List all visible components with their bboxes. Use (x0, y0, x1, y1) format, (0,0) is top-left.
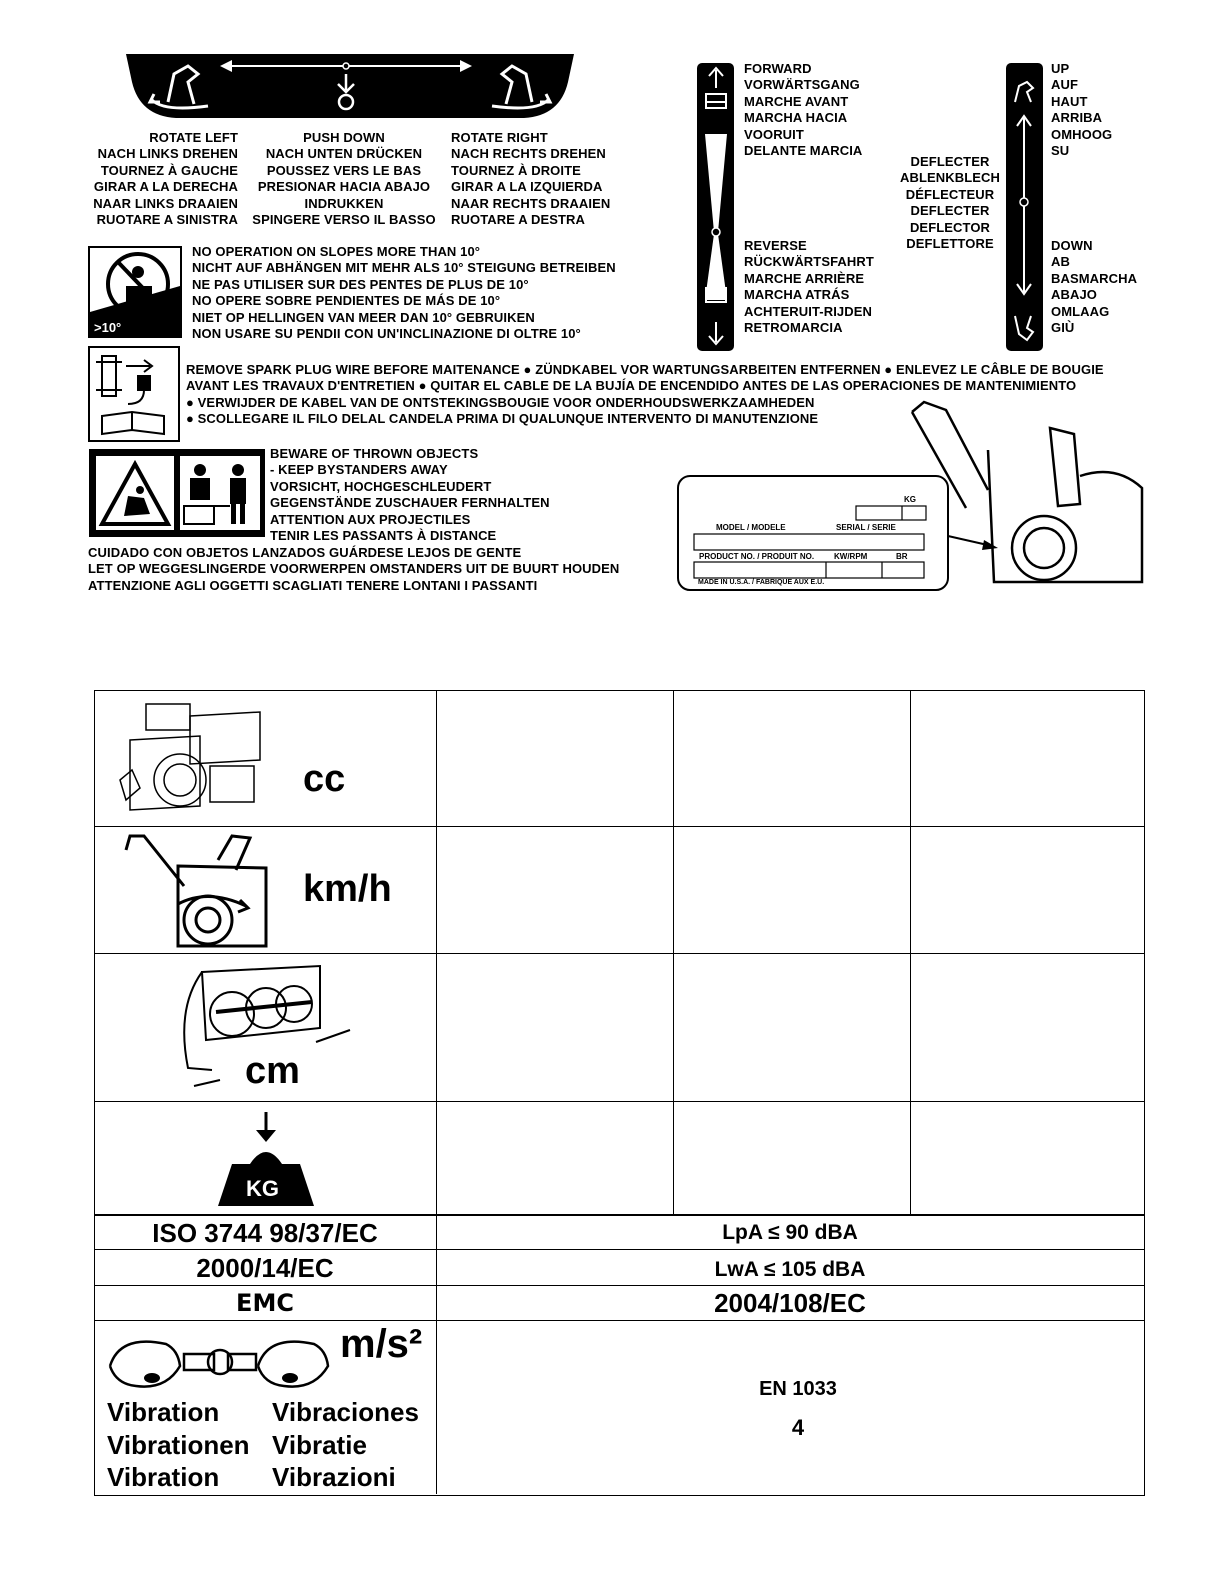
deflector-text: DEFLECTER ABLENKBLECH DÉFLECTEUR DEFLECTER DEFLECTOR DEFLETTORE (899, 154, 1001, 251)
svg-text:>10°: >10° (94, 320, 122, 335)
drive-lever-graphic (696, 62, 736, 354)
vibration-words-right: Vibraciones Vibratie Vibrazioni (272, 1397, 419, 1492)
unit-kg: KG (246, 1176, 279, 1201)
unit-kmh: km/h (303, 868, 392, 910)
spark-plug-warning-text: REMOVE SPARK PLUG WIRE BEFORE MAITENANCE ● ZÜNDKABEL VOR WARTUNGSARBEITEN ENTFERNEN ● ENLEVEZ LE CÂBLE DE BOUGIE AVANT LES TRAVAUX D'ENTRETIEN ● QUITAR EL CABLE DE LA BUJÍA DE ENCENDIDO ANTES DE LAS OPERACIONES DE MANTENIMIENTO ● VERWIJDER DE KABEL VAN DE ONTSTEKINGSBOUGIE VOOR ONDERHOUDSWERKZAAMHEDEN ● SCOLLEGARE IL FILO DELAL CANDELA PRIMA DI QUALUNQUE INTERVENTO DI MANUTENZIONE (186, 362, 1104, 427)
rotate-right-text: ROTATE RIGHT NACH RECHTS DREHEN TOURNEZ À DROITE GIRAR A LA IZQUIERDA NAAR RECHTS DRAAIEN RUOTARE A DESTRA (451, 130, 611, 227)
unit-cm: cm (245, 1050, 300, 1092)
thrown-objects-warning-icon (88, 448, 266, 538)
plate-br: BR (896, 552, 908, 561)
emc-directive: 2004/108/EC (714, 1288, 866, 1318)
plate-made-in: MADE IN U.S.A. / FABRIQUE AUX E.U. (698, 579, 825, 586)
slope-warning-text: NO OPERATION ON SLOPES MORE THAN 10° NICHT AUF ABHÄNGEN MIT MEHR ALS 10° STEIGUNG BETREIBEN NE PAS UTILISER SUR DES PENTES DE PLUS DE 10° NO OPERE SOBRE PENDIENTES DE MÁS DE 10° NIET OP HELLINGEN VAN MEER DAN 10° GEBRUIKEN NON USARE SU PENDII CON UN'INCLINAZIONE DI OLTRE 10° (192, 244, 616, 341)
vibration-words-left: Vibration Vibrationen Vibration (107, 1397, 250, 1492)
deflector-lever-graphic (1005, 62, 1045, 354)
lpa-value: LpA ≤ 90 dBA (722, 1221, 858, 1244)
slope-warning-icon (88, 246, 182, 338)
plate-serial: SERIAL / SERIE (836, 523, 896, 532)
unit-cc: cc (303, 758, 346, 800)
forward-text: FORWARD VORWÄRTSGANG MARCHE AVANT MARCHA HACIA VOORUIT DELANTE MARCIA (744, 61, 863, 158)
plate-model: MODEL / MODELE (716, 523, 786, 532)
plate-kg: KG (904, 495, 916, 504)
deflector-down-text: DOWN AB BASMARCHA ABAJO OMLAAG GIÙ (1051, 238, 1138, 335)
reverse-text: REVERSE RÜCKWÄRTSFAHRT MARCHE ARRIÈRE MARCHA ATRÁS ACHTERUIT-RIJDEN RETROMARCIA (744, 238, 874, 335)
thrown-objects-text: BEWARE OF THROWN OBJECTS - KEEP BYSTANDERS AWAY VORSICHT, HOCHGESCHLEUDERT GEGENSTÄNDE ZUSCHAUER FERNHALTEN ATTENTION AUX PROJECTILES TENIR LES PASSANTS À DISTANCE (270, 446, 550, 543)
thrown-objects-text-cont: CUIDADO CON OBJETOS LANZADOS GUÁRDESE LEJOS DE GENTE LET OP WEGGESLINGERDE VOORWERPEN OMSTANDERS UIT DE BUURT HOUDEN ATTENZIONE AGLI OGGETTI SCAGLIATI TENERE LONTANI I PASSANTI (88, 545, 620, 593)
engine-icon (110, 696, 290, 822)
plate-product: PRODUCT NO. / PRODUIT NO. (699, 552, 815, 561)
chute-control-graphic (124, 52, 576, 122)
vibration-standard: EN 1033 (759, 1378, 837, 1400)
vibration-hands-icon (106, 1326, 342, 1396)
deflector-up-text: UP AUF HAUT ARRIBA OMHOOG SU (1051, 61, 1113, 158)
emc-label: EMC (236, 1289, 294, 1317)
plate-kw: KW/RPM (834, 552, 868, 561)
rotate-left-text: ROTATE LEFT NACH LINKS DREHEN TOURNEZ À GAUCHE GIRAR A LA DERECHA NAAR LINKS DRAAIEN RUOTARE A SINISTRA (93, 130, 238, 227)
snowthrower-speed-icon (118, 830, 278, 950)
noise-directive: 2000/14/EC (196, 1253, 334, 1283)
vibration-value: 4 (791, 1415, 805, 1440)
spark-plug-warning-icon (88, 346, 180, 442)
lwa-value: LwA ≤ 105 dBA (714, 1258, 866, 1281)
push-down-text: PUSH DOWN NACH UNTEN DRÜCKEN POUSSEZ VERS LE BAS PRESIONAR HACIA ABAJO INDRUKKEN SPINGERE VERSO IL BASSO (252, 130, 436, 227)
iso-standard: ISO 3744 98/37/EC (152, 1218, 378, 1248)
unit-ms2: m/s² (340, 1322, 423, 1366)
